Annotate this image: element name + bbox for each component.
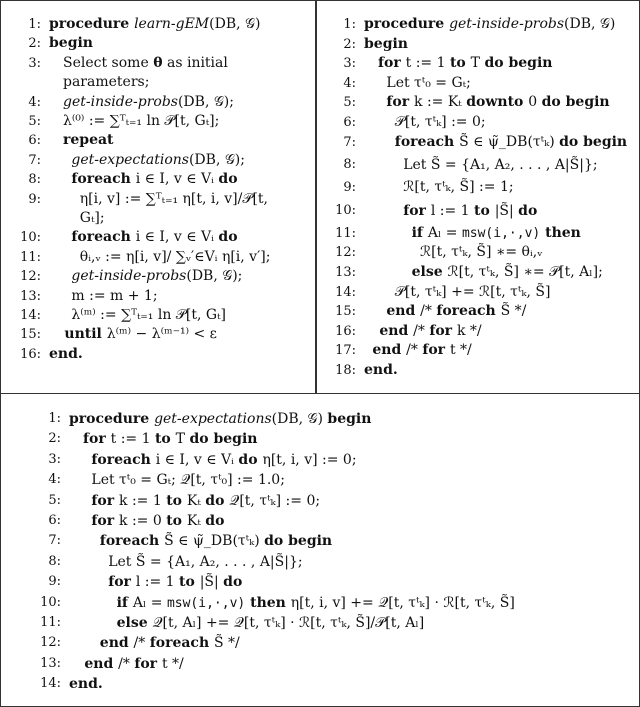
code-text: [395, 283, 551, 303]
expression: Kₜ: [186, 512, 206, 529]
algorithm-line: [316, 178, 639, 198]
keyword: to: [166, 512, 187, 529]
line-number: 12:: [335, 245, 356, 261]
code-text: [91, 491, 320, 511]
keyword: for: [134, 655, 162, 672]
code-text: [395, 133, 627, 153]
expression: λ⁽ᵐ⁾ − λ⁽ᵐ⁻¹⁾ < ε: [106, 326, 217, 343]
keyword: do: [218, 229, 238, 246]
line-number: 3:: [48, 451, 61, 467]
keyword: end.: [69, 676, 103, 693]
line-number: 3:: [28, 55, 41, 71]
algorithm-line: [1, 674, 639, 694]
get-expectations-procedure-panel: [0, 393, 640, 707]
expression: Select some: [63, 54, 154, 71]
expression: as initial parameters;: [63, 54, 228, 91]
keyword: for: [386, 94, 415, 111]
line-number: 14:: [40, 676, 61, 692]
algorithm-line: [1, 511, 639, 531]
expression: Let τᵗ₀ = Gₜ; 𝒬[t, τᵗ₀] := 1.0;: [91, 472, 285, 489]
expression: msw(i,·,v): [461, 225, 541, 241]
expression: t */: [161, 655, 184, 672]
keyword: begin: [364, 35, 408, 52]
expression: l := 1: [430, 202, 474, 219]
algorithm-line: [1, 93, 316, 112]
line-number: 7:: [28, 152, 41, 168]
line-number: 14:: [20, 307, 41, 323]
keyword: else: [116, 614, 153, 631]
algorithm-line: [1, 151, 316, 170]
expression: (DB, 𝒢): [564, 16, 616, 32]
line-number: 9:: [343, 180, 356, 196]
code-text: [108, 572, 242, 592]
algorithm-line: [1, 470, 639, 490]
code-text: [386, 93, 609, 113]
keyword: begin: [49, 35, 93, 52]
algorithm-line: [316, 341, 639, 361]
algorithm-line: [1, 131, 316, 150]
line-number: 13:: [20, 288, 41, 304]
algorithm-line: [1, 450, 639, 470]
line-number: 4:: [48, 472, 61, 488]
keyword: procedure: [49, 16, 135, 32]
algorithm-line: [316, 263, 639, 283]
keyword: end: [379, 322, 414, 339]
algorithm-line: [1, 54, 316, 93]
expression: 𝒫[t, τᵗₖ] := 0;: [394, 113, 486, 130]
keyword: until: [64, 326, 107, 343]
algorithm-line: [316, 74, 639, 94]
algorithm-line: [1, 345, 316, 364]
expression: S̃ */: [214, 635, 240, 652]
procedure-name: get-inside-probs: [71, 268, 187, 285]
line-number: 10:: [20, 230, 41, 246]
keyword: to: [449, 55, 471, 72]
line-number: 11:: [335, 225, 356, 241]
keyword: begin: [327, 411, 372, 427]
expression: t */: [449, 342, 472, 359]
line-number: 7:: [343, 134, 356, 150]
keyword: downto: [466, 94, 529, 111]
algorithm-line: [1, 170, 316, 189]
algorithm-line: [316, 93, 639, 113]
expression: i ∈ I, v ∈ Vᵢ: [155, 451, 239, 468]
line-number: 5:: [28, 113, 41, 129]
line-number: 7:: [48, 533, 61, 549]
code-text: [83, 429, 257, 449]
algorithm-line: [1, 491, 639, 511]
code-text: [91, 470, 285, 490]
code-text: [412, 263, 603, 283]
expression: T: [470, 55, 485, 72]
expression: m := m + 1;: [71, 287, 158, 304]
expression: Aₗ =: [427, 224, 462, 241]
expression: /*: [413, 322, 430, 339]
code-text: [91, 450, 356, 470]
keyword: foreach: [149, 635, 215, 652]
line-number: 16:: [335, 323, 356, 339]
expression: 𝒬[t, τᵗₖ] := 0;: [229, 492, 321, 509]
expression: λ⁽ᵐ⁾ := ∑ᵀₜ₌₁ ln 𝒫[t, Gₜ]: [71, 306, 226, 323]
code-text: [108, 552, 302, 572]
algorithm-line: [316, 198, 639, 224]
code-text: [420, 243, 542, 263]
keyword: do: [223, 574, 243, 591]
line-number: 8:: [28, 172, 41, 188]
algorithm-line: [1, 287, 316, 306]
expression: (DB, 𝒢);: [188, 151, 245, 168]
expression: Kₜ: [186, 492, 206, 509]
keyword: foreach: [394, 133, 460, 150]
code-text: [69, 409, 371, 429]
expression: Aₗ =: [132, 594, 167, 611]
line-number: 4:: [28, 94, 41, 110]
expression: (DB, 𝒢);: [177, 93, 234, 110]
algorithm-line: [1, 112, 316, 131]
algorithm-line: [1, 409, 639, 429]
algorithm-line: [1, 429, 639, 449]
keyword: for: [83, 431, 111, 448]
keyword: to: [154, 431, 176, 448]
keyword: do begin: [541, 94, 610, 111]
line-number: 2:: [48, 431, 61, 447]
code-text: [80, 248, 271, 267]
algorithm-line: [1, 613, 639, 633]
line-number: 1:: [48, 411, 61, 426]
code-text: [395, 113, 486, 133]
algorithm-line: [1, 15, 316, 34]
code-text: [364, 35, 408, 55]
code-text: [49, 34, 93, 53]
keyword: end: [99, 635, 134, 652]
code-text: [386, 302, 526, 322]
algorithm-line: [316, 283, 639, 303]
algorithm-line: [1, 593, 639, 613]
expression: |S̃|: [494, 202, 519, 219]
expression: msw(i,·,v): [166, 595, 246, 611]
algorithm-line: [1, 654, 639, 674]
algorithm-line: [1, 228, 316, 247]
expression: k := 1: [119, 492, 167, 509]
keyword: do: [238, 451, 263, 468]
keyword: end: [84, 655, 119, 672]
line-number: 16:: [20, 346, 41, 362]
expression: ℛ[t, τᵗₖ, S̃] ∗= 𝒫[t, Aₗ];: [447, 263, 603, 280]
keyword: foreach: [436, 303, 501, 320]
code-text: [378, 54, 552, 74]
code-text: [49, 345, 83, 364]
algorithm-line: [1, 34, 316, 53]
code-text: [386, 74, 470, 94]
line-number: 9:: [28, 191, 41, 207]
expression: /*: [406, 342, 423, 359]
line-number: 8:: [48, 553, 61, 569]
expression: Let S̃ = {A₁, A₂, . . . , A|S̃|};: [108, 553, 303, 570]
keyword: do begin: [559, 133, 628, 150]
code-text: [63, 93, 234, 112]
code-text: [63, 131, 114, 150]
keyword: for: [91, 512, 120, 529]
code-text: [49, 15, 260, 34]
keyword: foreach: [71, 229, 136, 246]
code-text: [100, 531, 332, 551]
expression: Let τᵗ₀ = Gₜ;: [386, 74, 471, 91]
keyword: if: [411, 224, 428, 241]
line-number: 2:: [28, 36, 41, 52]
code-text: [84, 654, 183, 674]
line-number: 6:: [48, 512, 61, 528]
keyword: do: [205, 492, 230, 509]
keyword: for: [429, 322, 457, 339]
line-number: 1:: [343, 17, 356, 32]
keyword: to: [474, 202, 495, 219]
algorithm-line: [316, 133, 639, 153]
code-text: [63, 54, 252, 93]
algorithm-line: [1, 267, 316, 286]
line-number: 17:: [335, 343, 356, 359]
keyword: procedure: [69, 411, 155, 427]
algorithm-line: [316, 322, 639, 342]
code-text: [91, 511, 224, 531]
expression: t := 1: [110, 431, 155, 448]
keyword: end: [372, 342, 407, 359]
line-number: 12:: [20, 269, 41, 285]
expression: (DB, 𝒢);: [186, 268, 243, 285]
expression: k := 0: [119, 512, 167, 529]
algorithm-line: [316, 54, 639, 74]
algorithm-line: [1, 325, 316, 344]
keyword: foreach: [99, 533, 165, 550]
procedure-name: get-expectations: [154, 411, 272, 427]
expression: ℛ[t, τᵗₖ, S̃] ∗= θᵢ,ᵥ: [420, 244, 543, 261]
keyword: then: [540, 224, 581, 241]
keyword: repeat: [63, 132, 114, 149]
keyword: end: [386, 303, 421, 320]
algorithm-line: [316, 35, 639, 55]
code-text: [364, 15, 615, 35]
keyword: for: [403, 202, 431, 219]
line-number: 11:: [40, 614, 61, 630]
algorithm-line: [1, 572, 639, 592]
line-number: 2:: [343, 36, 356, 52]
code-text: [71, 228, 237, 247]
line-number: 9:: [48, 574, 61, 590]
algorithm-line: [1, 633, 639, 653]
procedure-name: get-expectations: [71, 151, 189, 168]
expression: θᵢ,ᵥ := η[i, v]/ ∑ᵥ′∈Vᵢ η[i, v′];: [79, 248, 271, 265]
code-text: [80, 190, 269, 229]
keyword: foreach: [71, 171, 136, 188]
expression: t := 1: [405, 55, 450, 72]
code-text: [379, 322, 481, 342]
line-number: 14:: [335, 284, 356, 300]
keyword: procedure: [364, 16, 450, 32]
expression: /*: [133, 635, 150, 652]
algorithm-line: [1, 248, 316, 267]
code-text: [372, 341, 471, 361]
code-text: [117, 593, 515, 613]
keyword: do: [205, 512, 225, 529]
code-text: [71, 170, 237, 189]
line-number: 15:: [335, 304, 356, 320]
procedure-name: get-inside-probs: [63, 93, 178, 110]
expression: 𝒫[t, τᵗₖ] += ℛ[t, τᵗₖ, S̃]: [394, 283, 551, 300]
expression: 𝒬[t, Aₗ] += 𝒬[t, τᵗₖ] · ℛ[t, τᵗₖ, S̃]/𝒫[t, Aₗ]: [152, 614, 425, 631]
keyword: for: [91, 492, 120, 509]
line-number: 13:: [335, 264, 356, 280]
procedure-name: get-inside-probs: [449, 16, 565, 32]
keyword: do begin: [264, 533, 333, 550]
algorithm-line: [1, 552, 639, 572]
expression: k := Kₜ: [414, 94, 467, 111]
code-text: [412, 224, 581, 244]
line-number: 13:: [40, 655, 61, 671]
learn-gem-procedure-panel: [0, 0, 317, 394]
algorithm-line: [316, 224, 639, 244]
keyword: θ: [153, 54, 163, 71]
code-text: [100, 633, 240, 653]
expression: l := 1: [135, 574, 179, 591]
algorithm-line: [1, 306, 316, 325]
keyword: do: [218, 171, 238, 188]
code-text: [403, 198, 537, 224]
code-text: [403, 178, 513, 198]
expression: |S̃|: [199, 574, 224, 591]
line-number: 6:: [28, 133, 41, 149]
expression: ℛ[t, τᵗₖ, S̃] := 1;: [403, 179, 514, 196]
expression: η[i, v] := ∑ᵀₜ₌₁ η[t, i, v]/𝒫[t, Gₜ];: [79, 190, 268, 226]
keyword: to: [179, 574, 200, 591]
algorithm-line: [316, 243, 639, 263]
expression: S̃ */: [500, 303, 527, 320]
procedure-name: learn-gEM: [134, 16, 210, 32]
expression: /*: [420, 303, 437, 320]
line-number: 12:: [40, 635, 61, 651]
code-text: [63, 112, 219, 131]
expression: η[t, i, v] += 𝒬[t, τᵗₖ] · ℛ[t, τᵗₖ, S̃]: [290, 594, 515, 611]
expression: (DB, 𝒢): [271, 411, 328, 427]
line-number: 6:: [343, 114, 356, 130]
expression: i ∈ I, v ∈ Vᵢ: [135, 229, 219, 246]
code-text: [364, 361, 398, 381]
keyword: end.: [364, 361, 398, 378]
expression: (DB, 𝒢): [209, 16, 261, 32]
expression: /*: [118, 655, 135, 672]
line-number: 5:: [343, 95, 356, 111]
keyword: for: [422, 342, 450, 359]
algorithm-line: [316, 15, 639, 35]
code-text: [71, 306, 226, 325]
line-number: 15:: [20, 327, 41, 343]
code-text: [71, 267, 242, 286]
keyword: for: [108, 574, 136, 591]
expression: Let S̃ = {A₁, A₂, . . . , A|S̃|};: [403, 157, 598, 174]
keyword: if: [116, 594, 133, 611]
expression: η[t, i, v] := 0;: [262, 451, 357, 468]
line-number: 10:: [335, 202, 356, 218]
line-number: 11:: [20, 249, 41, 265]
expression: T: [175, 431, 190, 448]
code-text: [117, 613, 425, 633]
keyword: for: [378, 55, 406, 72]
keyword: do begin: [484, 55, 553, 72]
get-inside-probs-procedure-panel: [315, 0, 640, 394]
algorithm-line: [316, 302, 639, 322]
expression: k */: [456, 322, 482, 339]
algorithm-line: [1, 531, 639, 551]
expression: i ∈ I, v ∈ Vᵢ: [135, 171, 219, 188]
expression: 0: [528, 94, 542, 111]
line-number: 18:: [335, 362, 356, 378]
expression: λ⁽⁰⁾ := ∑ᵀₜ₌₁ ln 𝒫[t, Gₜ];: [63, 112, 220, 129]
line-number: 8:: [343, 157, 356, 173]
keyword: to: [166, 492, 187, 509]
keyword: foreach: [91, 451, 156, 468]
algorithm-line: [316, 361, 639, 381]
line-number: 1:: [28, 17, 41, 32]
code-text: [64, 325, 217, 344]
keyword: end.: [49, 345, 83, 362]
algorithm-line: [316, 113, 639, 133]
code-text: [69, 674, 103, 694]
code-text: [71, 151, 245, 170]
expression: S̃ ∈ ψ̃_DB(τᵗₖ): [164, 533, 265, 550]
algorithm-line: [1, 190, 316, 229]
expression: S̃ ∈ ψ̃_DB(τᵗₖ): [459, 133, 560, 150]
code-text: [403, 152, 597, 178]
line-number: 5:: [48, 492, 61, 508]
keyword: do: [518, 202, 538, 219]
line-number: 3:: [343, 56, 356, 72]
line-number: 10:: [40, 594, 61, 610]
line-number: 4:: [343, 75, 356, 91]
keyword: then: [245, 594, 291, 611]
algorithm-line: [316, 152, 639, 178]
code-text: [71, 287, 157, 306]
keyword: do begin: [189, 431, 258, 448]
keyword: else: [411, 263, 448, 280]
